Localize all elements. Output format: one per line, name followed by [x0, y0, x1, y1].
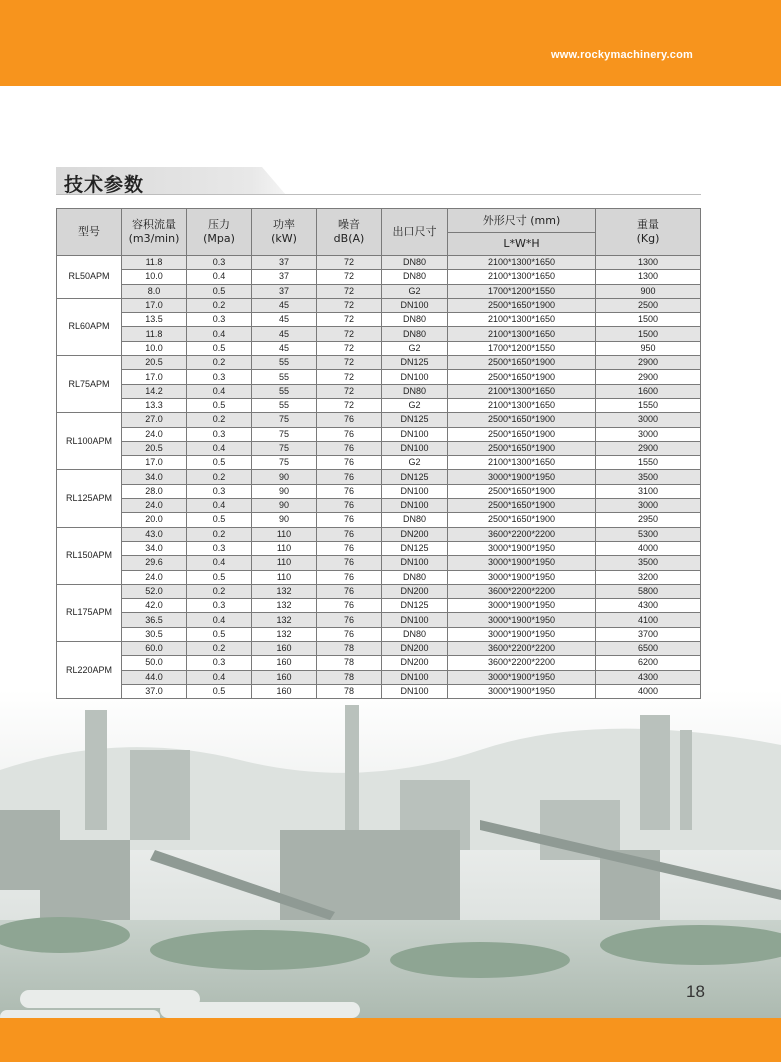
pressure-cell: 0.4: [187, 499, 252, 513]
weight-cell: 1600: [596, 384, 701, 398]
power-cell: 132: [252, 627, 317, 641]
table-row: [57, 627, 701, 641]
power-cell: 45: [252, 327, 317, 341]
pressure-cell: 0.3: [187, 599, 252, 613]
pressure-cell: 0.2: [187, 298, 252, 312]
dimensions-cell: 2500*1650*1900: [448, 370, 596, 384]
pressure-cell: 0.2: [187, 413, 252, 427]
outlet-cell: G2: [382, 284, 448, 298]
power-cell: 45: [252, 341, 317, 355]
table-row: [57, 642, 701, 656]
dimensions-cell: 3000*1900*1950: [448, 670, 596, 684]
dimensions-cell: 3000*1900*1950: [448, 541, 596, 555]
power-cell: 37: [252, 256, 317, 270]
table-row: [57, 341, 701, 355]
power-cell: 90: [252, 470, 317, 484]
outlet-cell: DN80: [382, 327, 448, 341]
dimensions-cell: 2500*1650*1900: [448, 298, 596, 312]
pressure-cell: 0.3: [187, 313, 252, 327]
dimensions-cell: 2100*1300*1650: [448, 327, 596, 341]
weight-cell: 1500: [596, 313, 701, 327]
header-noise-unit: dB(A): [333, 232, 365, 245]
outlet-cell: DN100: [382, 684, 448, 698]
pressure-cell: 0.5: [187, 341, 252, 355]
outlet-cell: DN200: [382, 584, 448, 598]
flow-cell: 11.8: [122, 256, 187, 270]
table-row: [57, 370, 701, 384]
weight-cell: 1500: [596, 327, 701, 341]
power-cell: 160: [252, 642, 317, 656]
flow-cell: 24.0: [122, 570, 187, 584]
table-row: [57, 298, 701, 312]
flow-cell: 17.0: [122, 456, 187, 470]
flow-cell: 50.0: [122, 656, 187, 670]
website-url[interactable]: www.rockymachinery.com: [551, 49, 693, 61]
outlet-cell: DN100: [382, 427, 448, 441]
weight-cell: 1300: [596, 270, 701, 284]
pressure-cell: 0.3: [187, 370, 252, 384]
section-title: 技术参数: [64, 174, 145, 196]
pressure-cell: 0.3: [187, 541, 252, 555]
weight-cell: 3700: [596, 627, 701, 641]
dimensions-cell: 2100*1300*1650: [448, 384, 596, 398]
outlet-cell: G2: [382, 456, 448, 470]
dimensions-cell: 3000*1900*1950: [448, 570, 596, 584]
table-row: [57, 684, 701, 698]
outlet-cell: DN125: [382, 413, 448, 427]
table-row: [57, 513, 701, 527]
noise-cell: 76: [317, 527, 382, 541]
outlet-cell: DN100: [382, 441, 448, 455]
weight-cell: 2500: [596, 298, 701, 312]
flow-cell: 36.5: [122, 613, 187, 627]
flow-cell: 28.0: [122, 484, 187, 498]
pressure-cell: 0.4: [187, 327, 252, 341]
dimensions-cell: 3000*1900*1950: [448, 627, 596, 641]
power-cell: 75: [252, 456, 317, 470]
pressure-cell: 0.4: [187, 441, 252, 455]
pressure-cell: 0.2: [187, 642, 252, 656]
power-cell: 132: [252, 584, 317, 598]
model-cell: RL100APM: [57, 413, 122, 470]
noise-cell: 72: [317, 298, 382, 312]
noise-cell: 72: [317, 398, 382, 412]
header-power-label: 功率: [273, 218, 295, 231]
power-cell: 75: [252, 413, 317, 427]
noise-cell: 76: [317, 499, 382, 513]
pressure-cell: 0.4: [187, 270, 252, 284]
outlet-cell: DN80: [382, 513, 448, 527]
power-cell: 37: [252, 284, 317, 298]
flow-cell: 20.0: [122, 513, 187, 527]
weight-cell: 1550: [596, 398, 701, 412]
outlet-cell: G2: [382, 341, 448, 355]
model-cell: RL150APM: [57, 527, 122, 584]
dimensions-cell: 3000*1900*1950: [448, 556, 596, 570]
dimensions-cell: 3000*1900*1950: [448, 684, 596, 698]
dimensions-cell: 2500*1650*1900: [448, 499, 596, 513]
dimensions-cell: 3600*2200*2200: [448, 527, 596, 541]
noise-cell: 76: [317, 484, 382, 498]
header-power-unit: (kW): [271, 232, 297, 245]
noise-cell: 76: [317, 541, 382, 555]
table-row: [57, 527, 701, 541]
model-cell: RL50APM: [57, 256, 122, 299]
pressure-cell: 0.2: [187, 356, 252, 370]
pressure-cell: 0.5: [187, 570, 252, 584]
header-weight-label: 重量: [637, 218, 659, 231]
table-row: [57, 456, 701, 470]
table-row: [57, 613, 701, 627]
section-heading: [56, 167, 781, 197]
flow-cell: 14.2: [122, 384, 187, 398]
table-row: [57, 656, 701, 670]
power-cell: 160: [252, 670, 317, 684]
pressure-cell: 0.4: [187, 613, 252, 627]
power-cell: 132: [252, 599, 317, 613]
dimensions-cell: 3000*1900*1950: [448, 470, 596, 484]
header-pressure: [187, 209, 252, 256]
pressure-cell: 0.2: [187, 584, 252, 598]
pressure-cell: 0.4: [187, 670, 252, 684]
outlet-cell: DN80: [382, 256, 448, 270]
weight-cell: 950: [596, 341, 701, 355]
section-heading-underline: [56, 194, 701, 195]
flow-cell: 17.0: [122, 370, 187, 384]
power-cell: 55: [252, 398, 317, 412]
noise-cell: 72: [317, 270, 382, 284]
dimensions-cell: 2500*1650*1900: [448, 441, 596, 455]
outlet-cell: DN125: [382, 599, 448, 613]
outlet-cell: DN80: [382, 270, 448, 284]
flow-cell: 10.0: [122, 270, 187, 284]
dimensions-cell: 3600*2200*2200: [448, 642, 596, 656]
header-weight-unit: (Kg): [636, 232, 660, 245]
table-row: [57, 499, 701, 513]
power-cell: 160: [252, 684, 317, 698]
noise-cell: 72: [317, 313, 382, 327]
weight-cell: 5300: [596, 527, 701, 541]
noise-cell: 72: [317, 284, 382, 298]
pressure-cell: 0.3: [187, 427, 252, 441]
table-row: [57, 413, 701, 427]
table-row: [57, 398, 701, 412]
power-cell: 160: [252, 656, 317, 670]
header-dimensions-format: L*W*H: [448, 233, 596, 256]
weight-cell: 4000: [596, 684, 701, 698]
pressure-cell: 0.2: [187, 470, 252, 484]
noise-cell: 76: [317, 413, 382, 427]
dimensions-cell: 2100*1300*1650: [448, 270, 596, 284]
outlet-cell: DN100: [382, 613, 448, 627]
header-dimensions: 外形尺寸 (mm): [448, 209, 596, 233]
outlet-cell: DN200: [382, 527, 448, 541]
header-outlet: 出口尺寸: [382, 209, 448, 256]
weight-cell: 4000: [596, 541, 701, 555]
weight-cell: 4100: [596, 613, 701, 627]
noise-cell: 76: [317, 613, 382, 627]
model-cell: RL125APM: [57, 470, 122, 527]
weight-cell: 3200: [596, 570, 701, 584]
header-flow-label: 容积流量: [132, 218, 176, 231]
flow-cell: 17.0: [122, 298, 187, 312]
outlet-cell: DN100: [382, 298, 448, 312]
dimensions-cell: 2500*1650*1900: [448, 484, 596, 498]
weight-cell: 2900: [596, 356, 701, 370]
weight-cell: 3100: [596, 484, 701, 498]
table-row: [57, 270, 701, 284]
noise-cell: 76: [317, 556, 382, 570]
power-cell: 45: [252, 298, 317, 312]
flow-cell: 13.5: [122, 313, 187, 327]
noise-cell: 78: [317, 656, 382, 670]
flow-cell: 44.0: [122, 670, 187, 684]
pressure-cell: 0.2: [187, 527, 252, 541]
weight-cell: 1550: [596, 456, 701, 470]
header-noise-label: 噪音: [338, 218, 360, 231]
pressure-cell: 0.5: [187, 684, 252, 698]
dimensions-cell: 2100*1300*1650: [448, 313, 596, 327]
table-row: [57, 670, 701, 684]
weight-cell: 2950: [596, 513, 701, 527]
outlet-cell: DN125: [382, 356, 448, 370]
noise-cell: 76: [317, 427, 382, 441]
power-cell: 45: [252, 313, 317, 327]
outlet-cell: DN200: [382, 656, 448, 670]
header-model: 型号: [57, 209, 122, 256]
header-weight: [596, 209, 701, 256]
weight-cell: 3000: [596, 413, 701, 427]
dimensions-cell: 2100*1300*1650: [448, 398, 596, 412]
flow-cell: 30.5: [122, 627, 187, 641]
model-cell: RL175APM: [57, 584, 122, 641]
noise-cell: 78: [317, 670, 382, 684]
weight-cell: 1300: [596, 256, 701, 270]
flow-cell: 27.0: [122, 413, 187, 427]
weight-cell: 4300: [596, 670, 701, 684]
flow-cell: 34.0: [122, 541, 187, 555]
table-row: [57, 541, 701, 555]
dimensions-cell: 2500*1650*1900: [448, 356, 596, 370]
pressure-cell: 0.3: [187, 484, 252, 498]
table-row: [57, 356, 701, 370]
weight-cell: 3500: [596, 556, 701, 570]
noise-cell: 76: [317, 627, 382, 641]
noise-cell: 76: [317, 513, 382, 527]
power-cell: 55: [252, 356, 317, 370]
outlet-cell: DN100: [382, 484, 448, 498]
outlet-cell: DN80: [382, 570, 448, 584]
power-cell: 37: [252, 270, 317, 284]
flow-cell: 8.0: [122, 284, 187, 298]
table-row: [57, 256, 701, 270]
noise-cell: 76: [317, 470, 382, 484]
noise-cell: 76: [317, 441, 382, 455]
table-row: [57, 599, 701, 613]
flow-cell: 42.0: [122, 599, 187, 613]
factory-background-image: [0, 690, 781, 1030]
header-bar: [0, 0, 781, 86]
outlet-cell: DN100: [382, 556, 448, 570]
model-cell: RL75APM: [57, 356, 122, 413]
dimensions-cell: 3000*1900*1950: [448, 613, 596, 627]
footer-bar: [0, 1018, 781, 1062]
weight-cell: 6200: [596, 656, 701, 670]
flow-cell: 52.0: [122, 584, 187, 598]
noise-cell: 72: [317, 327, 382, 341]
pressure-cell: 0.4: [187, 384, 252, 398]
pressure-cell: 0.4: [187, 556, 252, 570]
dimensions-cell: 3600*2200*2200: [448, 584, 596, 598]
table-row: [57, 556, 701, 570]
outlet-cell: DN100: [382, 499, 448, 513]
noise-cell: 76: [317, 456, 382, 470]
power-cell: 55: [252, 384, 317, 398]
pressure-cell: 0.5: [187, 513, 252, 527]
power-cell: 110: [252, 570, 317, 584]
dimensions-cell: 2100*1300*1650: [448, 456, 596, 470]
header-pressure-unit: (Mpa): [203, 232, 235, 245]
spec-table: [56, 208, 701, 699]
spec-table-header: [57, 209, 701, 256]
pressure-cell: 0.3: [187, 656, 252, 670]
header-noise: [317, 209, 382, 256]
flow-cell: 13.3: [122, 398, 187, 412]
flow-cell: 24.0: [122, 427, 187, 441]
weight-cell: 2900: [596, 370, 701, 384]
outlet-cell: DN80: [382, 313, 448, 327]
dimensions-cell: 1700*1200*1550: [448, 341, 596, 355]
outlet-cell: DN125: [382, 470, 448, 484]
model-cell: RL220APM: [57, 642, 122, 699]
noise-cell: 78: [317, 642, 382, 656]
outlet-cell: DN80: [382, 384, 448, 398]
power-cell: 132: [252, 613, 317, 627]
dimensions-cell: 3600*2200*2200: [448, 656, 596, 670]
power-cell: 90: [252, 484, 317, 498]
flow-cell: 20.5: [122, 356, 187, 370]
power-cell: 110: [252, 556, 317, 570]
flow-cell: 11.8: [122, 327, 187, 341]
header-flow: [122, 209, 187, 256]
power-cell: 110: [252, 527, 317, 541]
table-row: [57, 470, 701, 484]
header-power: [252, 209, 317, 256]
power-cell: 75: [252, 427, 317, 441]
noise-cell: 76: [317, 599, 382, 613]
weight-cell: 4300: [596, 599, 701, 613]
dimensions-cell: 2500*1650*1900: [448, 513, 596, 527]
flow-cell: 20.5: [122, 441, 187, 455]
table-row: [57, 570, 701, 584]
noise-cell: 78: [317, 684, 382, 698]
power-cell: 75: [252, 441, 317, 455]
model-cell: RL60APM: [57, 298, 122, 355]
flow-cell: 29.6: [122, 556, 187, 570]
power-cell: 90: [252, 513, 317, 527]
flow-cell: 10.0: [122, 341, 187, 355]
dimensions-cell: 2500*1650*1900: [448, 413, 596, 427]
table-row: [57, 484, 701, 498]
weight-cell: 3500: [596, 470, 701, 484]
noise-cell: 76: [317, 584, 382, 598]
outlet-cell: DN100: [382, 370, 448, 384]
table-row: [57, 313, 701, 327]
flow-cell: 34.0: [122, 470, 187, 484]
pressure-cell: 0.5: [187, 284, 252, 298]
noise-cell: 72: [317, 370, 382, 384]
table-row: [57, 284, 701, 298]
noise-cell: 72: [317, 384, 382, 398]
flow-cell: 37.0: [122, 684, 187, 698]
weight-cell: 3000: [596, 427, 701, 441]
dimensions-cell: 2100*1300*1650: [448, 256, 596, 270]
flow-cell: 24.0: [122, 499, 187, 513]
outlet-cell: DN100: [382, 670, 448, 684]
noise-cell: 72: [317, 341, 382, 355]
dimensions-cell: 3000*1900*1950: [448, 599, 596, 613]
power-cell: 110: [252, 541, 317, 555]
pressure-cell: 0.5: [187, 398, 252, 412]
dimensions-cell: 1700*1200*1550: [448, 284, 596, 298]
noise-cell: 76: [317, 570, 382, 584]
weight-cell: 3000: [596, 499, 701, 513]
outlet-cell: DN200: [382, 642, 448, 656]
table-row: [57, 427, 701, 441]
weight-cell: 6500: [596, 642, 701, 656]
flow-cell: 60.0: [122, 642, 187, 656]
header-pressure-label: 压力: [208, 218, 230, 231]
weight-cell: 5800: [596, 584, 701, 598]
table-row: [57, 384, 701, 398]
power-cell: 55: [252, 370, 317, 384]
pressure-cell: 0.5: [187, 456, 252, 470]
pressure-cell: 0.3: [187, 256, 252, 270]
table-row: [57, 584, 701, 598]
weight-cell: 2900: [596, 441, 701, 455]
outlet-cell: DN80: [382, 627, 448, 641]
page-number: 18: [686, 982, 705, 1001]
header-flow-unit: (m3/min): [128, 232, 180, 245]
noise-cell: 72: [317, 356, 382, 370]
flow-cell: 43.0: [122, 527, 187, 541]
dimensions-cell: 2500*1650*1900: [448, 427, 596, 441]
power-cell: 90: [252, 499, 317, 513]
noise-cell: 72: [317, 256, 382, 270]
pressure-cell: 0.5: [187, 627, 252, 641]
outlet-cell: DN125: [382, 541, 448, 555]
spec-table-body: [57, 256, 701, 699]
outlet-cell: G2: [382, 398, 448, 412]
weight-cell: 900: [596, 284, 701, 298]
table-row: [57, 441, 701, 455]
table-row: [57, 327, 701, 341]
